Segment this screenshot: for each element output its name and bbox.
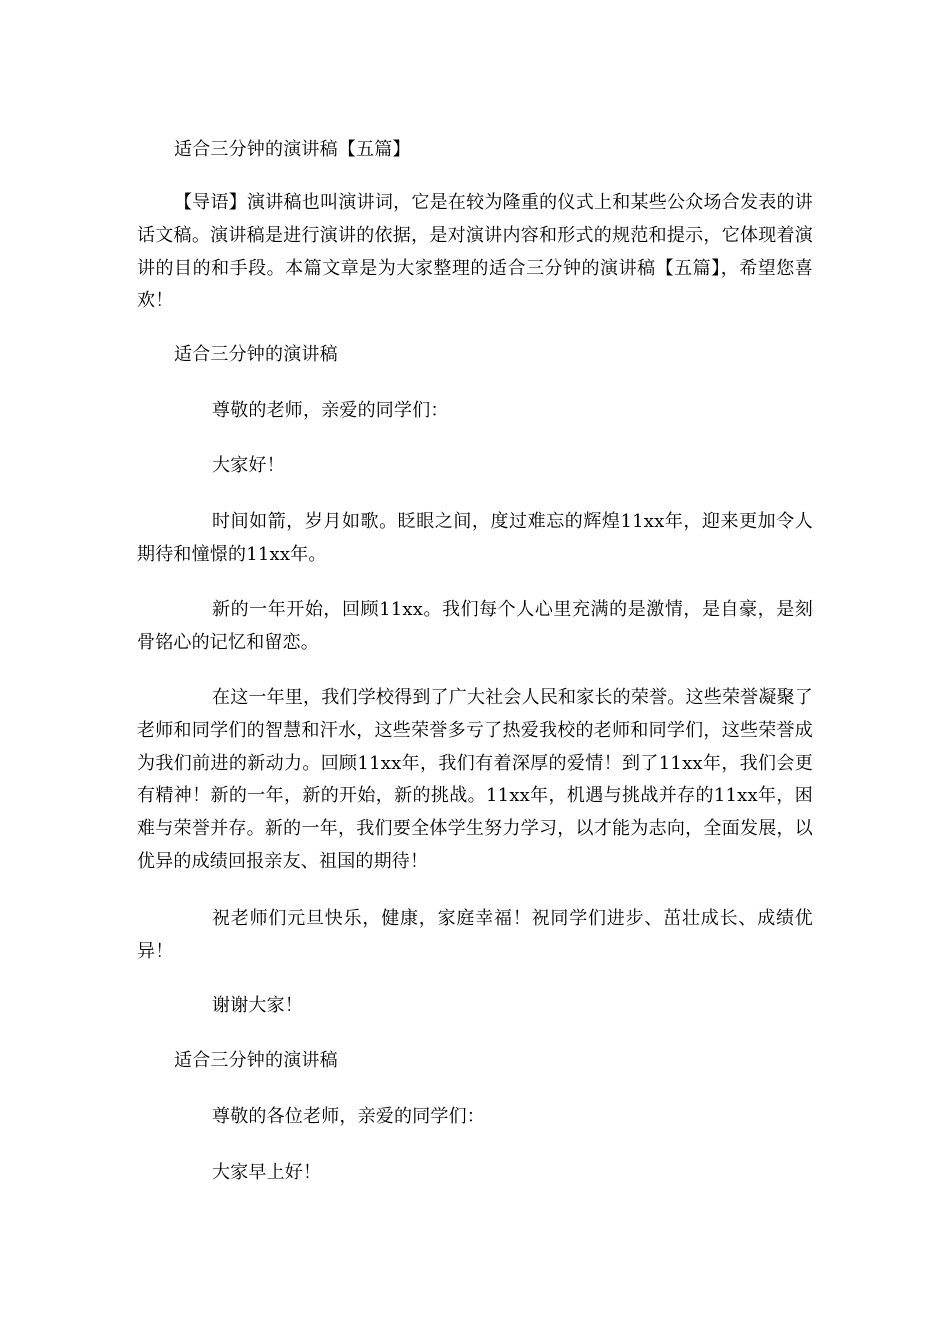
- speech-1-paragraph: 时间如箭，岁月如歌。眨眼之间，度过难忘的辉煌11xx年，迎来更加令人期待和憧憬的11xx年。: [137, 511, 813, 565]
- speech-2-greeting: 大家早上好！: [212, 1162, 322, 1183]
- speech-1-heading: 适合三分钟的演讲稿: [174, 344, 338, 365]
- speech-1-greeting: 大家好！: [212, 455, 285, 476]
- intro-paragraph: 【导语】演讲稿也叫演讲词，它是在较为隆重的仪式上和某些公众场合发表的讲话文稿。演讲稿是进行演讲的依据，是对演讲内容和形式的规范和提示，它体现着演讲的目的和手段。本篇文章是为大家整理的适合三分钟的演讲稿【五篇】，希望您喜欢！: [137, 192, 813, 312]
- speech-1-closing: 谢谢大家！: [212, 995, 303, 1016]
- speech-1-salutation: 尊敬的老师，亲爱的同学们：: [212, 400, 449, 421]
- speech-1-paragraph: 新的一年开始，回顾11xx。我们每个人心里充满的是激情，是自豪，是刻骨铭心的记忆和留恋。: [137, 599, 813, 653]
- speech-2-heading: 适合三分钟的演讲稿: [174, 1050, 338, 1071]
- document-title: 适合三分钟的演讲稿【五篇】: [174, 139, 411, 160]
- speech-2-salutation: 尊敬的各位老师，亲爱的同学们：: [212, 1106, 485, 1127]
- speech-1-paragraph: 在这一年里，我们学校得到了广大社会人民和家长的荣誉。这些荣誉凝聚了老师和同学们的智慧和汗水，这些荣誉多亏了热爱我校的老师和同学们，这些荣誉成为我们前进的新动力。回顾11xx年，我们有着深厚的爱情！到了11xx年，我们会更有精神！新的一年，新的开始，新的挑战。11xx年，机遇与挑战并存的11xx年，困难与荣誉并存。新的一年，我们要全体学生努力学习，以才能为志向，全面发展，以优异的成绩回报亲友、祖国的期待！: [137, 687, 813, 872]
- speech-1-paragraph: 祝老师们元旦快乐，健康，家庭幸福！祝同学们进步、茁壮成长、成绩优异！: [137, 908, 813, 962]
